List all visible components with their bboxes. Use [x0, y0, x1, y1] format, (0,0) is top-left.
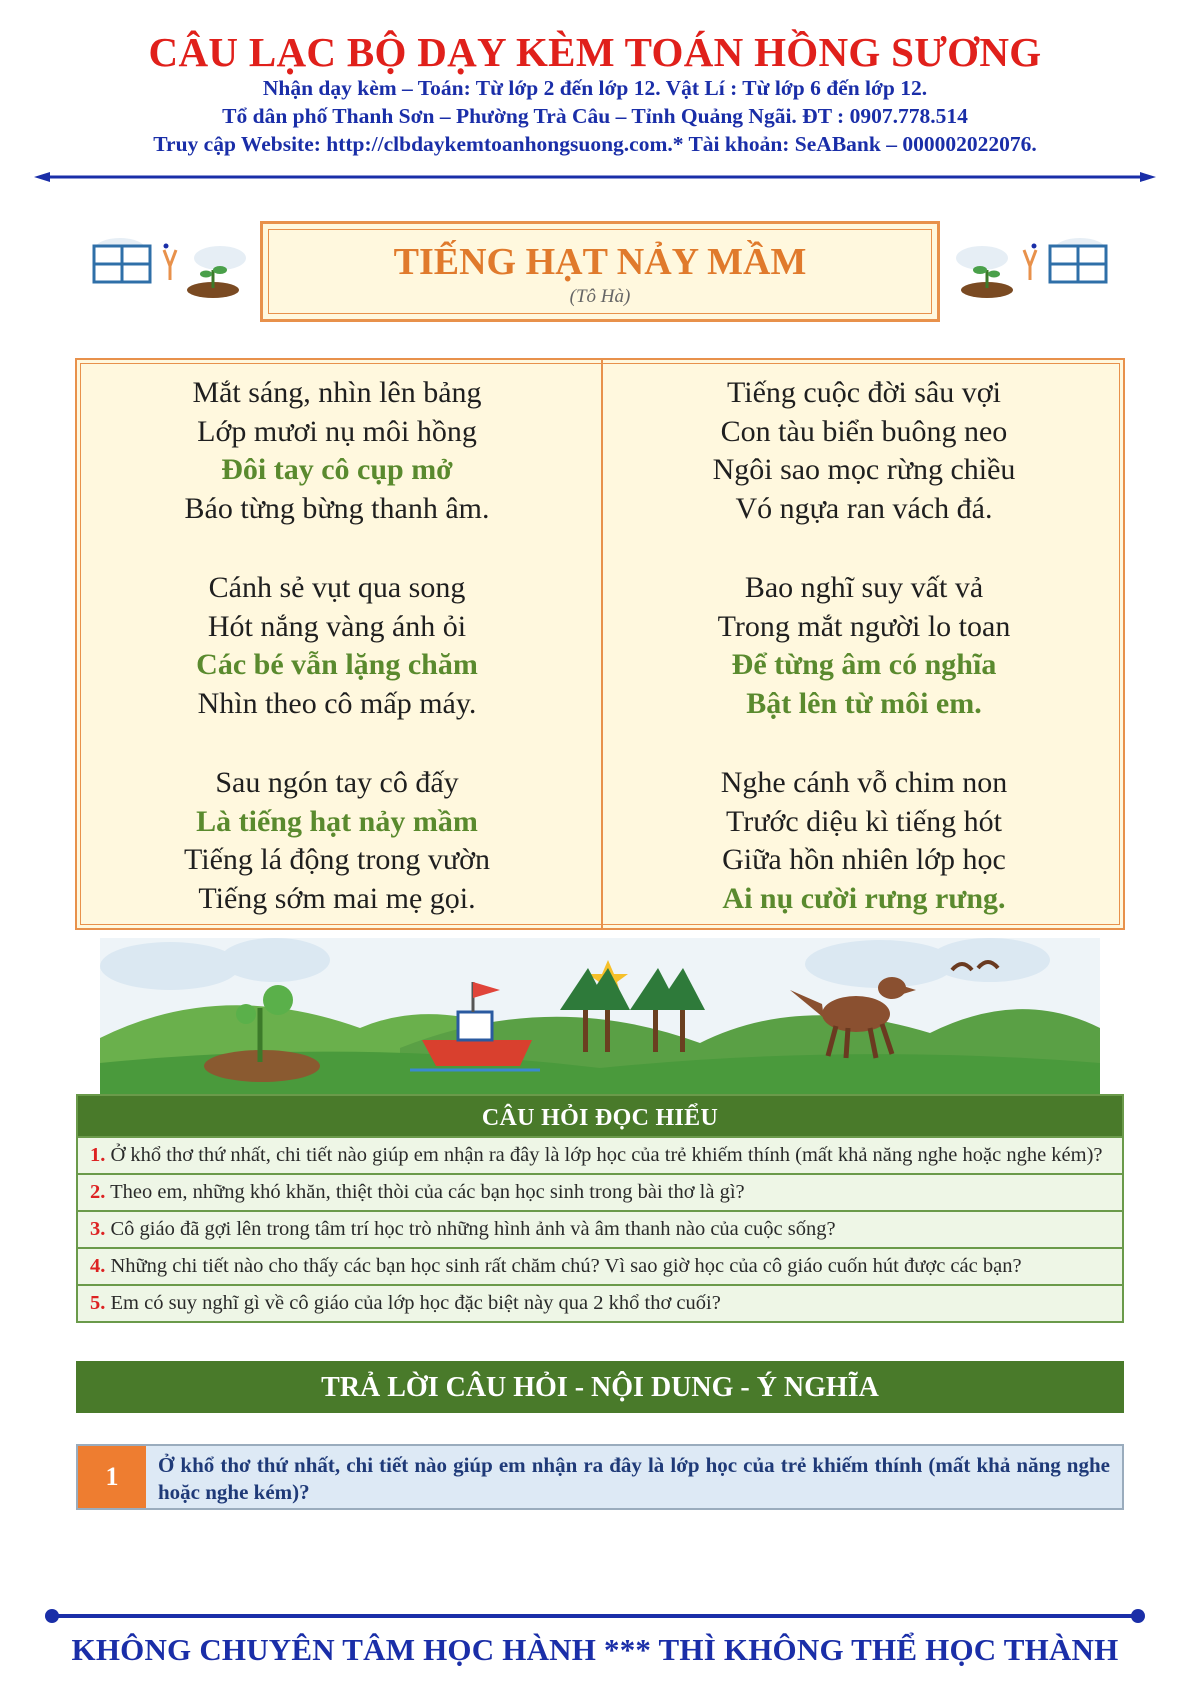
poem-title-box: [260, 221, 940, 322]
question-item: [78, 1173, 1122, 1210]
question-item: [78, 1210, 1122, 1247]
question-number: 2.: [90, 1181, 106, 1203]
poem-line: Bao nghĩ suy vất vả: [744, 571, 984, 604]
club-title: CÂU LẠC BỘ DẠY KÈM TOÁN HỒNG SƯƠNG: [148, 29, 1042, 75]
poem-line: Các bé vẫn lặng chăm: [196, 648, 478, 681]
poem-stanza: [77, 569, 597, 723]
poem-line: Trong mắt người lo toan: [717, 609, 1011, 643]
landscape-illustration: [100, 938, 1100, 1098]
footer-motto: KHÔNG CHUYÊN TÂM HỌC HÀNH *** THÌ KHÔNG THỂ HỌC THÀNH: [71, 1632, 1119, 1667]
question-text: Ở khổ thơ thứ nhất, chi tiết nào giúp em nhận ra đây là lớp học của trẻ khiếm thính (mất khả năng nghe hoặc nghe kém)?: [110, 1144, 1103, 1166]
poem-line: Vó ngựa ran vách đá.: [735, 491, 993, 525]
poem-line: Đôi tay cô cụp mở: [221, 453, 453, 486]
poem-line: Để từng âm có nghĩa: [731, 648, 997, 681]
question-number: 5.: [90, 1292, 106, 1314]
header-info-line-3: Truy cập Website: http://clbdaykemtoanhongsuong.com.* Tài khoản: SeABank – 000002022076.: [153, 132, 1037, 156]
question-text: Cô giáo đã gợi lên trong tâm trí học trò những hình ảnh và âm thanh nào của cuộc sống?: [110, 1218, 836, 1240]
question-item: [78, 1284, 1122, 1321]
poem-line: Con tàu biển buông neo: [720, 414, 1008, 448]
poem-stanza: [77, 374, 597, 528]
question-number: 3.: [90, 1218, 106, 1240]
question-number: 1.: [90, 1144, 106, 1166]
answer-number: 1: [78, 1446, 146, 1508]
poem-line: Mắt sáng, nhìn lên bảng: [192, 376, 482, 409]
poem-line: Bật lên từ môi em.: [746, 686, 982, 720]
double-arrow-divider: [34, 172, 1156, 182]
poem-line: Hót nắng vàng ánh ỏi: [207, 609, 467, 643]
poem-line: Tiếng cuộc đời sâu vợi: [727, 376, 1001, 409]
poem-line: Báo từng bừng thanh âm.: [184, 491, 490, 525]
poem-line: Trước diệu kì tiếng hót: [725, 804, 1002, 838]
poem-line: Tiếng lá động trong vườn: [183, 843, 491, 876]
poem-stanza: [604, 569, 1124, 723]
poem-stanza: [604, 764, 1124, 918]
answers-banner: TRẢ LỜI CÂU HỎI - NỘI DUNG - Ý NGHĨA: [76, 1361, 1124, 1413]
left-decoration-icon: [90, 232, 248, 304]
questions-heading: CÂU HỎI ĐỌC HIỂU: [78, 1096, 1122, 1136]
poem-author: (Tô Hà): [569, 286, 631, 307]
header-info-line-1: Nhận dạy kèm – Toán: Từ lớp 2 đến lớp 12. Vật Lí : Từ lớp 6 đến lớp 12.: [262, 76, 928, 100]
poem-title: TIẾNG HẠT NẢY MẦM: [393, 241, 807, 283]
poem-line: Lớp mươi nụ môi hồng: [197, 414, 477, 448]
poem-line: Giữa hồn nhiên lớp học: [722, 843, 1006, 876]
poem-line: Cánh sẻ vụt qua song: [208, 571, 466, 604]
question-item: [78, 1136, 1122, 1173]
poem-line: Là tiếng hạt nảy mầm: [196, 804, 478, 838]
poem-stanza: [77, 764, 597, 918]
poem-right-column: [604, 374, 1124, 959]
poem-left-column: [77, 374, 597, 959]
question-text: Những chi tiết nào cho thấy các bạn học sinh rất chăm chú? Vì sao giờ học của cô giáo cuốn hút được các bạn?: [110, 1255, 1022, 1277]
poem-box: [75, 358, 1125, 930]
question-text: Theo em, những khó khăn, thiệt thòi của các bạn học sinh trong bài thơ là gì?: [110, 1181, 745, 1203]
poem-line: Tiếng sớm mai mẹ gọi.: [198, 881, 476, 915]
answer-question-1: [76, 1444, 1124, 1510]
footer-divider: [44, 1608, 1146, 1624]
header-info-line-2: Tổ dân phố Thanh Sơn – Phường Trà Câu – Tỉnh Quảng Ngãi. ĐT : 0907.778.514: [222, 104, 968, 128]
poem-stanza: [604, 374, 1124, 528]
poem-line: Nhìn theo cô mấp máy.: [197, 686, 477, 720]
poem-line: Sau ngón tay cô đấy: [215, 766, 459, 799]
reading-questions: [76, 1094, 1124, 1323]
right-decoration-icon: [952, 232, 1110, 304]
poem-line: Nghe cánh vỗ chim non: [720, 766, 1008, 799]
question-number: 4.: [90, 1255, 106, 1277]
poem-line: Ngôi sao mọc rừng chiều: [712, 453, 1016, 486]
poem-line: Ai nụ cười rưng rưng.: [722, 881, 1006, 915]
question-item: [78, 1247, 1122, 1284]
answer-question-text: Ở khổ thơ thứ nhất, chi tiết nào giúp em nhận ra đây là lớp học của trẻ khiếm thính (mất khả năng nghe hoặc nghe kém)?: [158, 1453, 1110, 1504]
question-text: Em có suy nghĩ gì về cô giáo của lớp học đặc biệt này qua 2 khổ thơ cuối?: [110, 1292, 721, 1314]
